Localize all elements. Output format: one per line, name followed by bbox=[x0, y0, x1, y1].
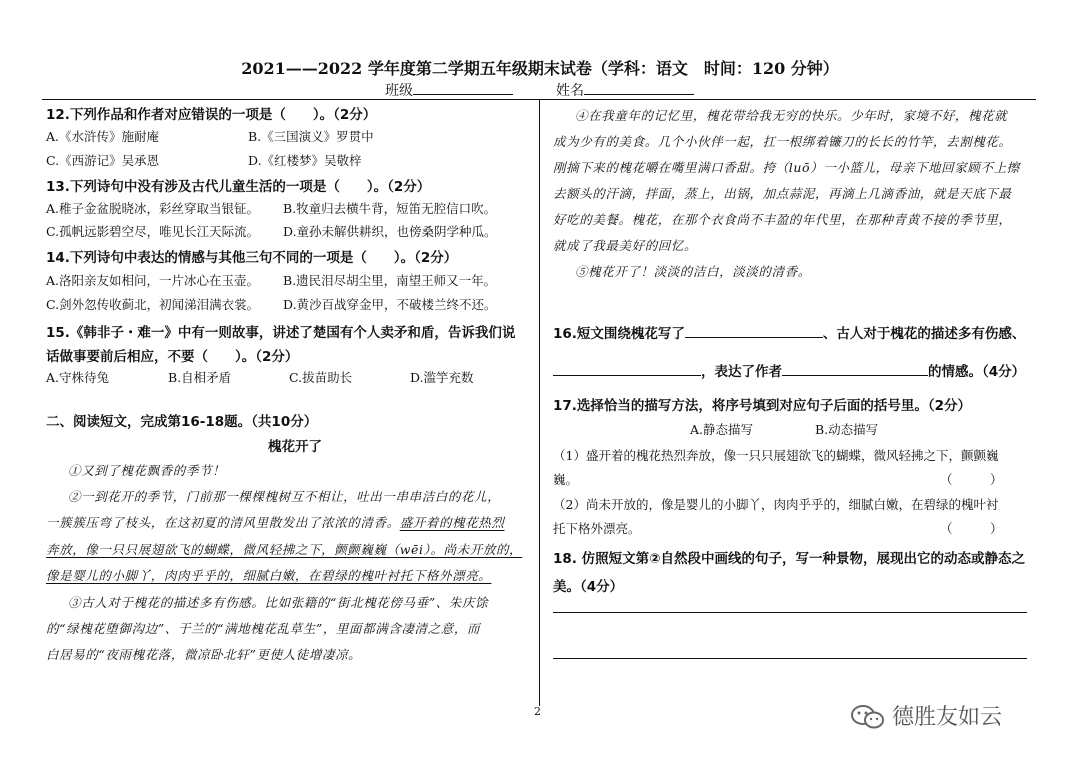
q14-option-d: D.黄沙百战穿金甲，不破楼兰终不还。 bbox=[283, 297, 497, 312]
paragraph-1: ①又到了槐花飘香的季节！ bbox=[68, 463, 226, 478]
q17-answer-bracket-2[interactable]: （ ） bbox=[940, 521, 1003, 536]
q17-stem: 17.选择恰当的描写方法，将序号填到对应句子后面的括号里。（2分） bbox=[553, 398, 972, 414]
column-divider bbox=[539, 100, 540, 706]
section-2-heading: 二、阅读短文，完成第16-18题。（共10分） bbox=[46, 414, 318, 430]
q13-option-c: C.孤帆远影碧空尽，唯见长江天际流。 bbox=[46, 224, 260, 239]
q15-option-d: D.滥竽充数 bbox=[410, 370, 474, 385]
q12-option-b: B.《三国演义》罗贯中 bbox=[248, 129, 374, 144]
q16-line2 bbox=[553, 360, 1025, 380]
q12-option-c: C.《西游记》吴承恩 bbox=[46, 153, 160, 168]
q16-blank-1[interactable] bbox=[685, 323, 823, 338]
paragraph-4-line4: 去额头的汗滴，拌面，蒸上，出锅，加点蒜泥，再滴上几滴香油，就是天底下最 bbox=[553, 186, 1012, 201]
q15-stem-line2: 话做事要前后相应，不要（ ）。（2分） bbox=[46, 349, 299, 365]
passage-title: 槐花开了 bbox=[268, 439, 322, 455]
paragraph-3-line2: 的“绿槐花堕御沟边”、于兰的“满地槐花乱草生”，里面都满含凄清之意，而 bbox=[46, 621, 481, 636]
underlined-sentence-line2: 奔放，像一只只展翅欲飞的蝴蝶，微风轻拂之下，颤颤巍巍（wēi）。尚未开放的， bbox=[46, 542, 523, 557]
q14-option-c: C.剑外忽传收蓟北，初闻涕泪满衣裳。 bbox=[46, 297, 260, 312]
paragraph-5: ⑤槐花开了！淡淡的洁白，淡淡的清香。 bbox=[575, 264, 811, 279]
q12-option-a: A.《水浒传》施耐庵 bbox=[46, 129, 160, 144]
q17-sentence2-line1: （2）尚未开放的，像是婴儿的小脚丫，肉肉乎乎的，细腻白嫩，在碧绿的槐叶衬 bbox=[553, 497, 999, 512]
q18-answer-line-1[interactable] bbox=[553, 612, 1027, 613]
q17-sentence1-line2: 巍。 bbox=[553, 472, 579, 487]
q14-option-a: A.洛阳亲友如相问，一片冰心在玉壶。 bbox=[46, 273, 260, 288]
q17-answer-bracket-1[interactable]: （ ） bbox=[940, 472, 1003, 487]
q18-answer-line-2[interactable] bbox=[553, 658, 1027, 659]
name-blank[interactable] bbox=[584, 80, 694, 95]
q15-option-c: C.拔苗助长 bbox=[289, 370, 353, 385]
q17-option-b: B.动态描写 bbox=[815, 422, 879, 437]
q13-option-b: B.牧童归去横牛背，短笛无腔信口吹。 bbox=[283, 201, 497, 216]
paragraph-4-line6: 就成了我最美好的回忆。 bbox=[553, 238, 698, 253]
class-blank[interactable] bbox=[413, 80, 513, 95]
paragraph-2-line1: ②一到花开的季节，门前那一棵棵槐树互不相让，吐出一串串洁白的花儿， bbox=[68, 489, 501, 504]
underlined-sentence-line3: 像是婴儿的小脚丫，肉肉乎乎的，细腻白嫩，在碧绿的槐叶衬托下格外漂亮。 bbox=[46, 568, 492, 583]
name-label: 姓名 bbox=[556, 83, 584, 99]
q17-option-a: A.静态描写 bbox=[690, 422, 754, 437]
q13-option-d: D.童孙未解供耕织，也傍桑阴学种瓜。 bbox=[283, 224, 497, 239]
paragraph-4-line1: ④在我童年的记忆里，槐花带给我无穷的快乐。少年时，家境不好，槐花就 bbox=[575, 108, 1008, 123]
q17-sentence2-line2: 托下格外漂亮。 bbox=[553, 521, 641, 536]
q14-stem: 14.下列诗句中表达的情感与其他三句不同的一项是（ ）。（2分） bbox=[46, 250, 458, 266]
name-field bbox=[556, 80, 694, 100]
paragraph-4-line3: 刚摘下来的槐花嚼在嘴里满口香甜。挎（luō）一小篮儿，母亲下地回家顾不上擦 bbox=[553, 160, 1020, 175]
wechat-icon bbox=[848, 703, 888, 731]
paragraph-4-line2: 成为少有的美食。几个小伙伴一起，扛一根绑着镰刀的长长的竹竿，去割槐花。 bbox=[553, 134, 1012, 149]
q16-part2: 、古人对于槐花的描述多有伤感、 bbox=[822, 326, 1026, 342]
q18-stem-line1: 18. 仿照短文第②自然段中画线的句子，写一种景物，展现出它的动态或静态之 bbox=[553, 551, 1026, 567]
q16-line1 bbox=[553, 322, 1025, 342]
exam-title: 2021——2022 学年度第二学期五年级期末试卷（学科：语文 时间：120 分钟） bbox=[241, 59, 839, 78]
q14-option-b: B.遗民泪尽胡尘里，南望王师又一年。 bbox=[283, 273, 497, 288]
q15-option-a: A.守株待兔 bbox=[46, 370, 110, 385]
q16-blank-3[interactable] bbox=[782, 361, 928, 376]
q13-option-a: A.稚子金盆脱晓冰，彩丝穿取当银钲。 bbox=[46, 201, 260, 216]
page-number: 2 bbox=[534, 705, 541, 718]
class-label: 班级 bbox=[385, 83, 413, 99]
q17-sentence1-line1: （1）盛开着的槐花热烈奔放，像一只只展翅欲飞的蝴蝶，微风轻拂之下，颤颤巍 bbox=[553, 448, 999, 463]
class-field bbox=[385, 80, 513, 100]
q18-stem-line2: 美。（4分） bbox=[553, 579, 624, 595]
q12-stem: 12.下列作品和作者对应错误的一项是（ ）。（2分） bbox=[46, 107, 377, 123]
paragraph-3-line3: 白居易的“夜雨槐花落，微凉卧北轩”更使人徒增凄凉。 bbox=[46, 647, 362, 662]
underlined-sentence-start: 盛开着的槐花热烈 bbox=[399, 515, 505, 530]
q16-blank-2[interactable] bbox=[553, 361, 701, 376]
q12-option-d: D.《红楼梦》吴敬梓 bbox=[248, 153, 362, 168]
q15-option-b: B.自相矛盾 bbox=[168, 370, 232, 385]
paragraph-4-line5: 好吃的美餐。槐花，在那个衣食尚不丰盈的年代里，在那种青黄不接的季节里， bbox=[553, 212, 1012, 227]
paragraph-3-line1: ③古人对于槐花的描述多有伤感。比如张籍的“街北槐花傍马垂”、朱庆馀 bbox=[68, 595, 489, 610]
q15-stem-line1: 15.《韩非子・难一》中有一则故事，讲述了楚国有个人卖矛和盾，告诉我们说 bbox=[46, 325, 516, 341]
q16-part1: 16.短文围绕槐花写了 bbox=[553, 326, 685, 342]
q16-part3: ，表达了作者 bbox=[701, 364, 782, 380]
watermark-text: 德胜友如云 bbox=[892, 705, 1003, 730]
q16-part4: 的情感。（4分） bbox=[928, 364, 1026, 380]
paragraph-2-line2-plain: 一簇簇压弯了枝头，在这初夏的清风里散发出了浓浓的清香。 bbox=[46, 515, 400, 530]
paragraph-2-line2 bbox=[46, 513, 505, 531]
q13-stem: 13.下列诗句中没有涉及古代儿童生活的一项是（ ）。（2分） bbox=[46, 179, 431, 195]
